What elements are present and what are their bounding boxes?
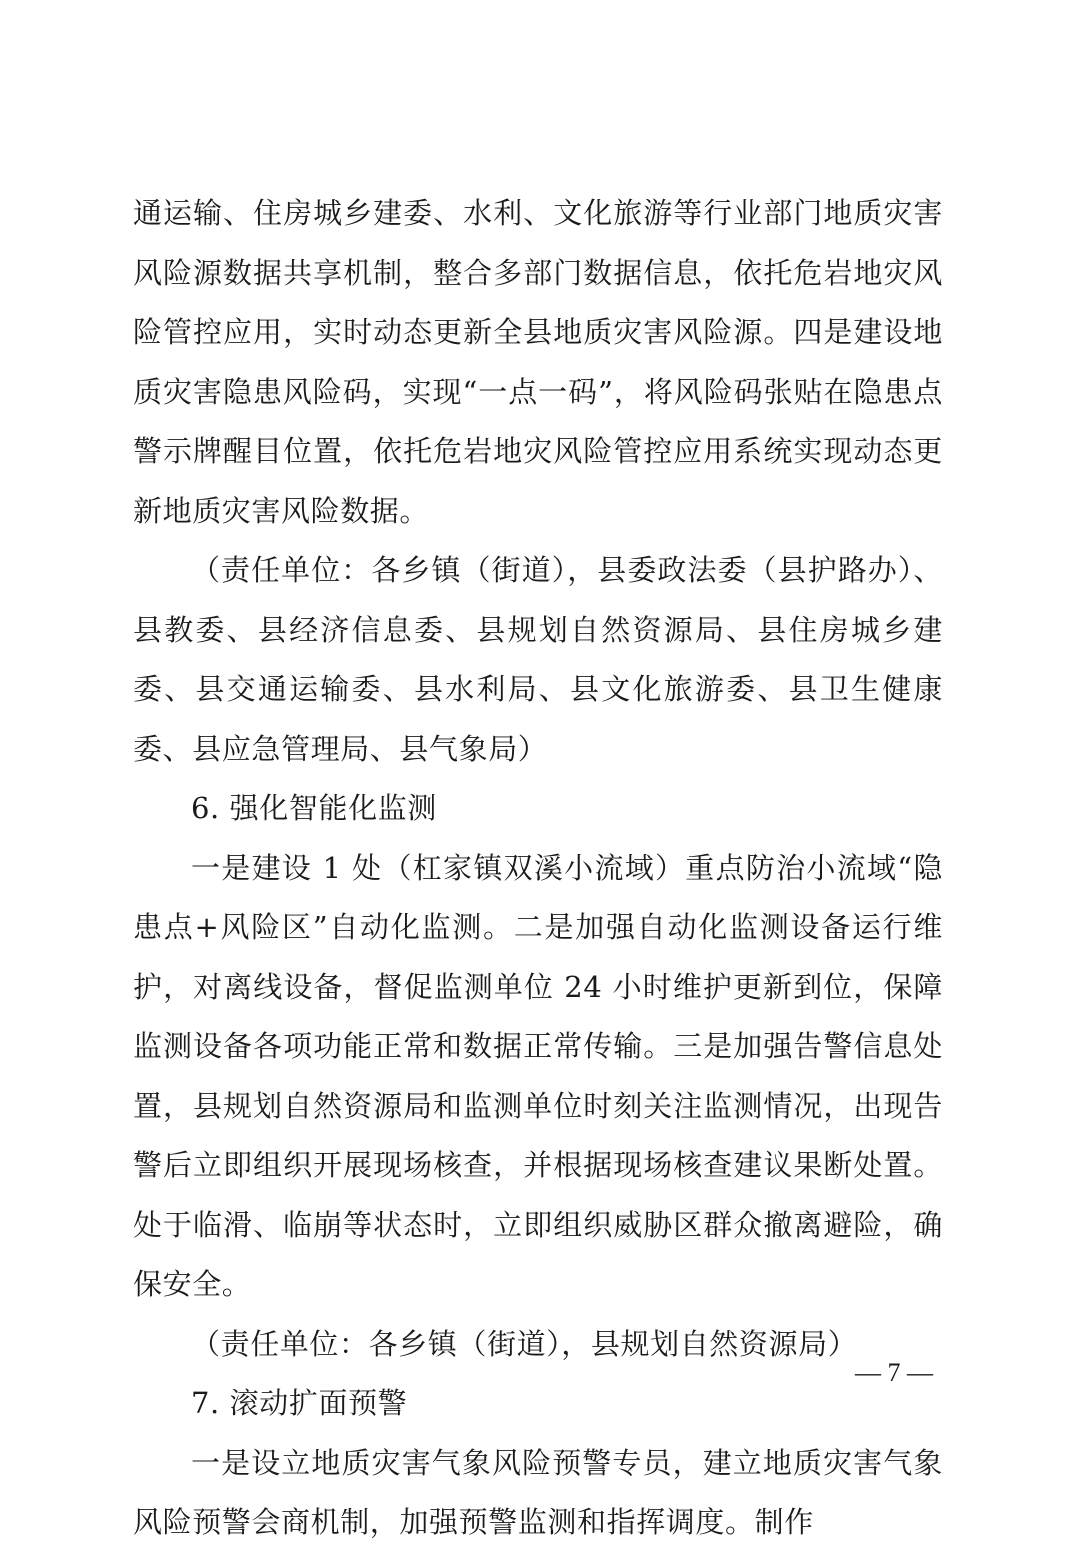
page-number: — 7 — (855, 1358, 933, 1387)
section-heading-rolling-warning: 7. 滚动扩面预警 (191, 1386, 408, 1420)
paragraph-responsible-units-2: （责任单位：各乡镇（街道），县规划自然资源局） (191, 1326, 858, 1361)
paragraph-responsible-units-1: （责任单位：各乡镇（街道），县委政法委（县护路办）、县教委、县经济信息委、县规划自然资源局、县住房城乡建委、县交通运输委、县水利局、县文化旅游委、县卫生健康委、县应急管理局、县气象局） (133, 553, 943, 766)
document-body (133, 184, 943, 1553)
paragraph-automated-monitoring: 一是建设 1 处（杠家镇双溪小流域）重点防治小流域“隐患点+风险区”自动化监测。二是加强自动化监测设备运行维护，对离线设备，督促监测单位 24 小时维护更新到位，保障监测设备各项功能正常和数据正常传输。三是加强告警信息处置，县规划自然资源局和监测单位时刻关注监测情况，出现告警后立即组织开展现场核查，并根据现场核查建议果断处置。处于临滑、临崩等状态时，立即组织威胁区群众撤离避险，确保安全。 (133, 850, 943, 1301)
section-heading-intelligent-monitoring: 6. 强化智能化监测 (191, 791, 437, 825)
paragraph-risk-source-sharing: 通运输、住房城乡建委、水利、文化旅游等行业部门地质灾害风险源数据共享机制，整合多部门数据信息，依托危岩地灾风险管控应用，实时动态更新全县地质灾害风险源。四是建设地质灾害隐患风险码，实现“一点一码”，将风险码张贴在隐患点警示牌醒目位置，依托危岩地灾风险管控应用系统实现动态更新地质灾害风险数据。 (133, 196, 943, 528)
paragraph-warning-specialist: 一是设立地质灾害气象风险预警专员，建立地质灾害气象风险预警会商机制，加强预警监测和指挥调度。制作 (133, 1445, 943, 1539)
